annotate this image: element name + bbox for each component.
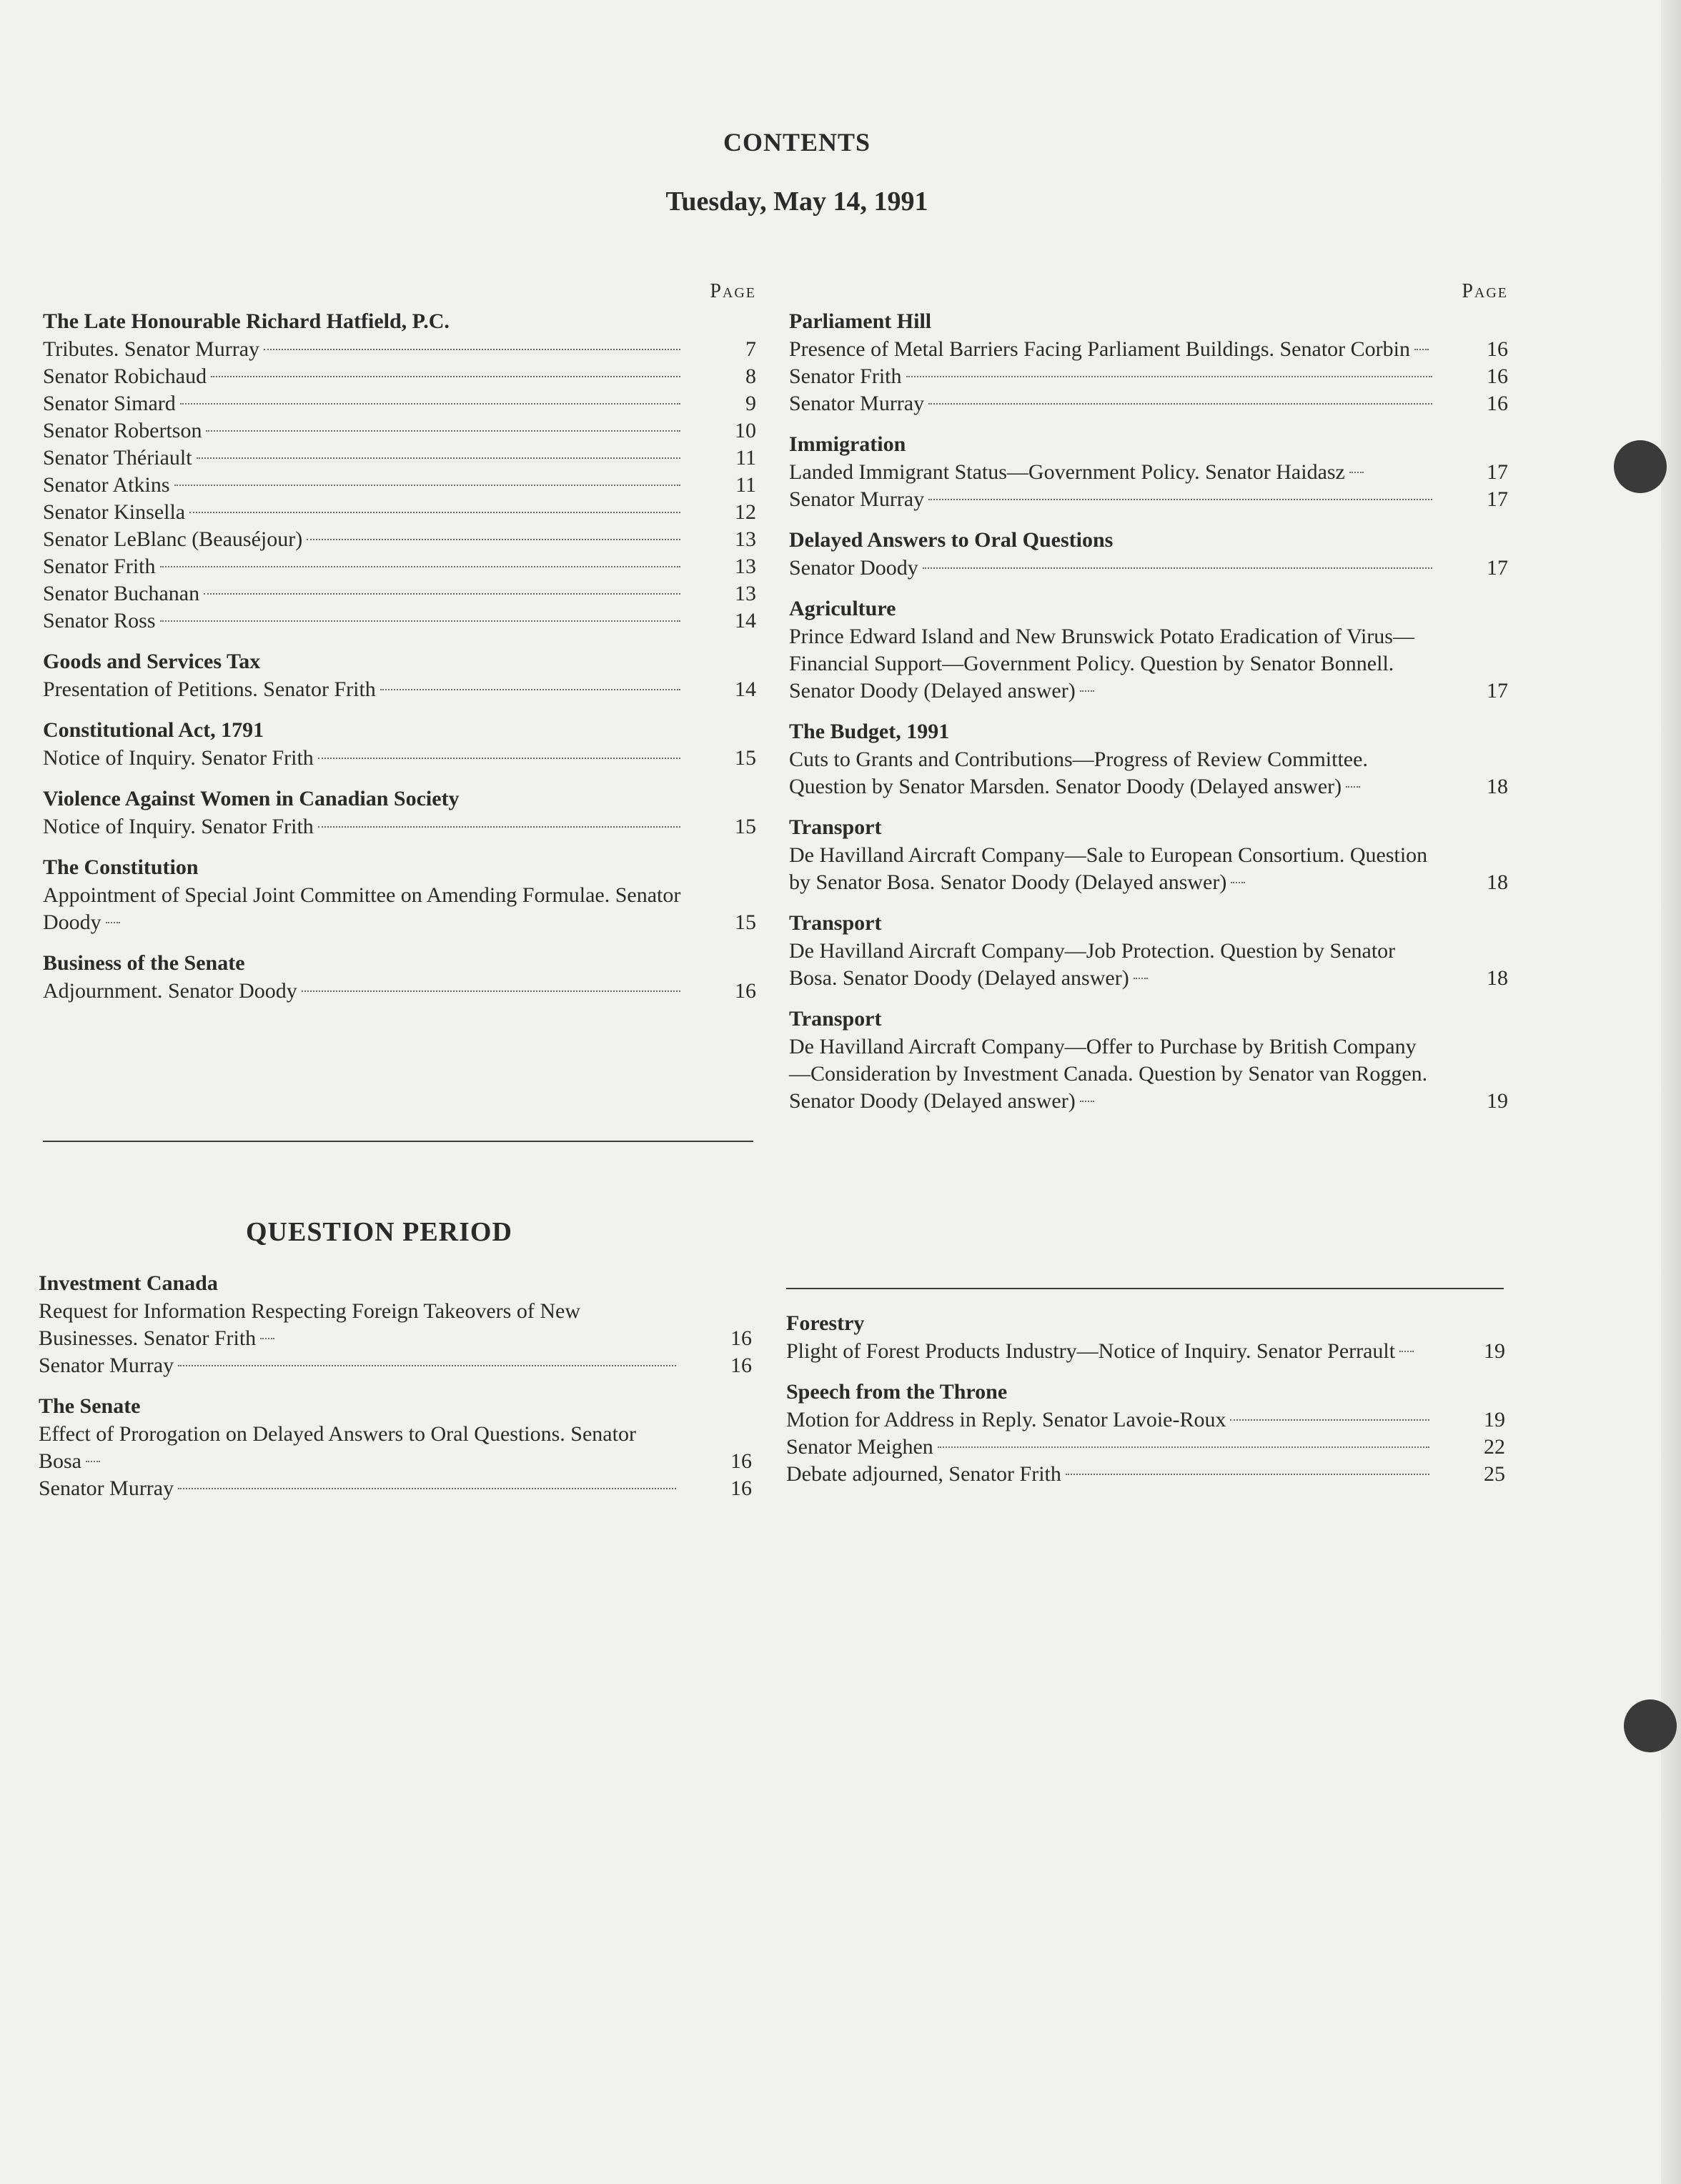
toc-entry-line [789,459,1437,486]
section-heading: Transport [789,1007,882,1031]
toc-section [43,647,756,703]
entry-text: Senator Murray [789,487,925,511]
toc-entry-line [786,1406,1434,1434]
section-heading: Parliament Hill [789,309,932,333]
page-number: 12 [735,500,756,524]
toc-entry [43,526,756,553]
toc-section [43,716,756,772]
toc-entry [43,553,756,580]
toc-entry-line [786,1338,1434,1365]
toc-entry-line [786,1461,1434,1488]
toc-entry-line [43,607,685,635]
toc-entry-line [789,363,1437,390]
entry-text: Senator Frith [43,555,156,578]
toc-section [789,430,1508,513]
page-edge [1661,0,1681,2184]
entry-text: Motion for Address in Reply. Senator Lavoie-Roux [786,1408,1226,1431]
section-heading: Transport [789,911,882,935]
punch-hole-bottom [1624,1699,1677,1752]
left-column [43,280,756,1005]
entry-text: Senator Kinsella [43,500,186,524]
toc-entry [39,1421,752,1475]
page-number: 18 [1487,966,1508,990]
dot-leader [1349,472,1364,473]
dot-leader [86,1461,100,1462]
dot-leader [318,758,680,759]
toc-entry-line [789,623,1437,705]
left-sections [43,307,756,1005]
dot-leader [307,539,680,540]
dot-leader [1080,1101,1094,1102]
toc-entry-line [789,1033,1437,1115]
section-heading: Violence Against Women in Canadian Society [43,787,460,810]
right-lower-column [786,1309,1505,1488]
page-number: 15 [735,910,756,934]
dot-leader [1134,978,1148,979]
right-sections [789,307,1508,1115]
dot-leader [174,485,681,486]
question-period-title: QUESTION PERIOD [246,1217,512,1247]
page-number: 16 [1487,337,1508,361]
dot-leader [1231,882,1245,883]
entry-text: Senator Ross [43,609,156,632]
toc-entry-line [789,938,1437,992]
toc-section [43,785,756,840]
page-number: 18 [1487,870,1508,894]
entry-text: De Havilland Aircraft Company—Offer to Purchase by British Company—Consideration by Investment Canada. Question by Senator van Roggen. Senator Doody (Delayed answer) [789,1035,1428,1113]
toc-entry [43,417,756,445]
toc-entry [39,1352,752,1379]
section-heading: Business of the Senate [43,951,245,975]
toc-entry [789,459,1508,486]
section-heading: Immigration [789,432,906,456]
toc-section [789,526,1508,582]
dot-leader [178,1488,676,1489]
toc-entry-line [789,746,1437,800]
entry-text: Cuts to Grants and Contributions—Progress of Review Committee. Question by Senator Marsden. Senator Doody (Delayed answer) [789,748,1368,798]
entry-text: Adjournment. Senator Doody [43,979,297,1003]
right-column [789,280,1508,1115]
page-number: 16 [730,1354,752,1377]
toc-section [39,1269,752,1379]
toc-entry [43,472,756,499]
toc-section [789,307,1508,417]
section-heading: Transport [789,815,882,839]
entry-text: Senator Robertson [43,419,202,442]
section-heading: Speech from the Throne [786,1380,1008,1404]
toc-entry [789,623,1508,705]
toc-entry-line [39,1421,680,1475]
section-heading: The Budget, 1991 [789,720,950,743]
page-number: 18 [1487,775,1508,798]
page-title: CONTENTS [723,128,871,157]
dot-leader [1230,1419,1429,1421]
page-number: 22 [1484,1435,1505,1459]
toc-entry-line [43,499,685,526]
toc-section [789,1005,1508,1115]
entry-text: Prince Edward Island and New Brunswick Potato Eradication of Virus—Financial Support—Government Policy. Question by Senator Bonnell. Senator Doody (Delayed answer) [789,625,1414,703]
entry-text: Senator Meighen [786,1435,933,1459]
right-lower-sections [786,1309,1505,1488]
page-number: 16 [735,979,756,1003]
toc-entry-line [43,390,685,417]
dot-leader [211,376,680,377]
toc-section [43,853,756,936]
toc-entry [39,1475,752,1502]
dot-leader [204,593,680,595]
entry-text: Senator Murray [39,1354,174,1377]
dot-leader [1346,786,1360,788]
toc-entry [789,746,1508,800]
page-number: 13 [735,582,756,605]
page-number: 16 [730,1476,752,1500]
toc-entry-line [786,1434,1434,1461]
toc-entry-line [789,336,1437,363]
dot-leader [938,1446,1429,1448]
toc-entry [786,1434,1505,1461]
page-number: 16 [730,1449,752,1473]
dot-leader [189,512,680,513]
dot-leader [160,566,681,567]
entry-text: Senator Frith [789,364,902,388]
entry-text: Appointment of Special Joint Committee on Amending Formulae. Senator Doody [43,883,681,934]
page-number: 25 [1484,1462,1505,1486]
page-number: 8 [745,364,756,388]
section-heading: The Constitution [43,855,199,879]
dot-leader [318,826,680,828]
page-number: 17 [1487,487,1508,511]
page-column-label-right: Page [1462,280,1508,302]
page-number: 17 [1487,679,1508,703]
section-heading: Investment Canada [39,1271,218,1295]
toc-entry [789,938,1508,992]
toc-entry-line [43,676,685,703]
dot-leader [178,1365,676,1366]
entry-text: Request for Information Respecting Foreign Takeovers of New Businesses. Senator Frith [39,1299,580,1350]
toc-entry-line [43,813,685,840]
entry-text: Notice of Inquiry. Senator Frith [43,746,314,770]
toc-entry [789,555,1508,582]
page-number: 10 [735,419,756,442]
page-column-label: Page [710,280,756,302]
toc-entry [43,978,756,1005]
dot-leader [206,430,680,432]
dot-leader [928,499,1432,500]
entry-text: Senator Doody [789,556,918,580]
dot-leader [380,689,680,690]
entry-text: Plight of Forest Products Industry—Notice of Inquiry. Senator Perrault [786,1339,1396,1363]
toc-entry [789,363,1508,390]
toc-entry [786,1406,1505,1434]
page-number: 16 [1487,392,1508,415]
toc-entry [786,1338,1505,1365]
toc-entry [43,499,756,526]
toc-entry-line [43,882,685,936]
toc-entry [43,813,756,840]
section-heading: Constitutional Act, 1791 [43,718,264,742]
question-period-column [39,1269,752,1502]
left-divider-rule [43,1141,753,1142]
toc-entry [43,882,756,936]
page-number: 14 [735,677,756,701]
entry-text: Presence of Metal Barriers Facing Parliament Buildings. Senator Corbin [789,337,1410,361]
toc-entry-line [43,363,685,390]
toc-entry [43,607,756,635]
toc-entry-line [43,745,685,772]
toc-entry [789,486,1508,513]
entry-text: Landed Immigrant Status—Government Policy. Senator Haidasz [789,460,1345,484]
toc-entry [789,1033,1508,1115]
entry-text: Senator Simard [43,392,176,415]
document-date: Tuesday, May 14, 1991 [665,187,928,217]
page-number: 7 [745,337,756,361]
page-number: 13 [735,527,756,551]
page-number: 13 [735,555,756,578]
entry-text: De Havilland Aircraft Company—Job Protection. Question by Senator Bosa. Senator Doody (Delayed answer) [789,939,1396,990]
toc-section [39,1392,752,1502]
section-heading: Agriculture [789,597,896,620]
toc-entry-line [789,486,1437,513]
entry-text: Senator Murray [789,392,925,415]
entry-text: Notice of Inquiry. Senator Frith [43,815,314,838]
page-number: 17 [1487,556,1508,580]
punch-hole-top [1614,440,1667,493]
toc-entry-line [789,390,1437,417]
toc-entry [43,336,756,363]
page-number: 14 [735,609,756,632]
toc-entry [43,580,756,607]
toc-entry-line [43,336,685,363]
dot-leader [1399,1351,1414,1352]
toc-entry-line [43,472,685,499]
dot-leader [260,1338,274,1339]
page-number: 17 [1487,460,1508,484]
toc-entry [786,1461,1505,1488]
entry-text: Effect of Prorogation on Delayed Answers to Oral Questions. Senator Bosa [39,1422,636,1473]
section-heading: Goods and Services Tax [43,650,261,673]
toc-entry [789,842,1508,896]
dot-leader [264,349,680,350]
toc-section [789,595,1508,705]
page-number: 15 [735,746,756,770]
page-number: 19 [1484,1408,1505,1431]
toc-entry-line [43,580,685,607]
toc-entry [43,676,756,703]
dot-leader [160,620,681,622]
toc-entry-line [39,1352,680,1379]
entry-text: Senator Murray [39,1476,174,1500]
toc-entry-line [39,1475,680,1502]
dot-leader [180,403,680,404]
page-number: 11 [735,446,756,470]
page-number: 11 [735,473,756,497]
dot-leader [928,403,1432,404]
toc-entry-line [43,553,685,580]
toc-entry-line [43,445,685,472]
dot-leader [1414,349,1429,350]
section-heading: The Senate [39,1394,141,1418]
entry-text: Senator Thériault [43,446,192,470]
dot-leader [197,457,680,459]
dot-leader [1080,690,1094,692]
toc-entry-line [789,842,1437,896]
toc-section [786,1378,1505,1488]
page-number: 19 [1484,1339,1505,1363]
toc-section [43,307,756,635]
page-number: 19 [1487,1089,1508,1113]
section-heading: Forestry [786,1311,865,1335]
toc-entry [43,363,756,390]
toc-section [789,813,1508,896]
toc-section [789,718,1508,800]
dot-leader [106,922,120,923]
toc-entry-line [43,978,685,1005]
toc-section [789,909,1508,992]
entry-text: Senator Buchanan [43,582,200,605]
entry-text: Debate adjourned, Senator Frith [786,1462,1061,1486]
toc-entry-line [43,417,685,445]
entry-text: Tributes. Senator Murray [43,337,260,361]
section-heading: Delayed Answers to Oral Questions [789,528,1114,552]
toc-entry-line [43,526,685,553]
toc-entry [43,445,756,472]
right-divider-rule [786,1288,1504,1289]
toc-entry-line [39,1298,680,1352]
dot-leader [906,376,1433,377]
toc-entry [43,390,756,417]
toc-entry [789,390,1508,417]
entry-text: Senator LeBlanc (Beauséjour) [43,527,303,551]
dot-leader [923,567,1432,569]
toc-section [43,949,756,1005]
toc-entry-line [789,555,1437,582]
toc-section [786,1309,1505,1365]
dot-leader [1066,1474,1429,1475]
section-heading: The Late Honourable Richard Hatfield, P.C. [43,309,450,333]
page-number: 16 [730,1326,752,1350]
toc-entry [39,1298,752,1352]
toc-entry [789,336,1508,363]
entry-text: De Havilland Aircraft Company—Sale to European Consortium. Question by Senator Bosa. Senator Doody (Delayed answer) [789,843,1428,894]
entry-text: Presentation of Petitions. Senator Frith [43,677,376,701]
page-number: 16 [1487,364,1508,388]
entry-text: Senator Atkins [43,473,170,497]
entry-text: Senator Robichaud [43,364,207,388]
dot-leader [302,991,680,992]
page-number: 9 [745,392,756,415]
toc-entry [43,745,756,772]
question-period-sections [39,1269,752,1502]
page-number: 15 [735,815,756,838]
